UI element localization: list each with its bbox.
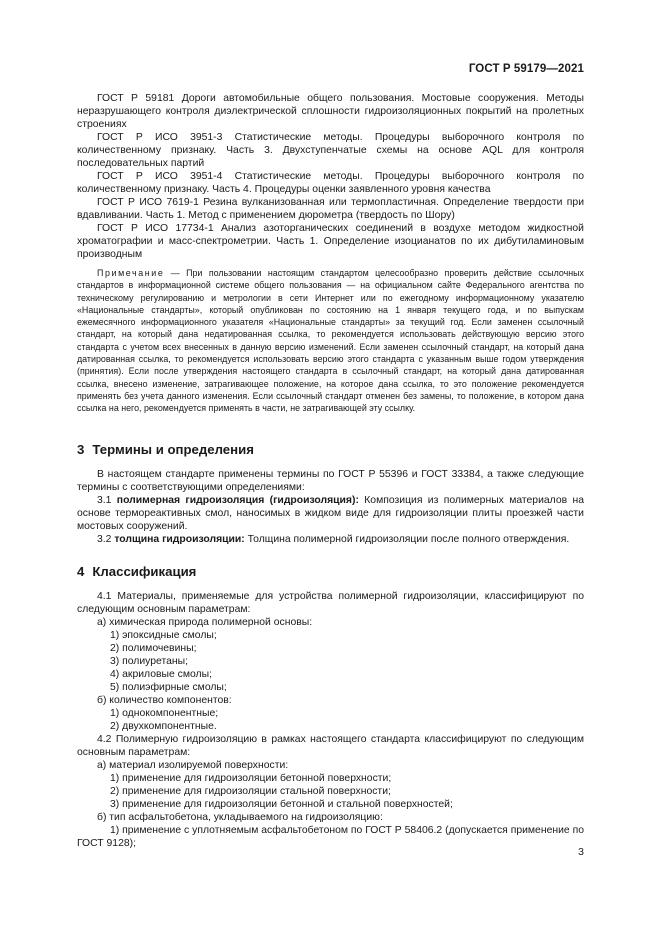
list-item: 2) полимочевины; <box>110 642 197 654</box>
term-3-2-term: толщина гидроизоляции: <box>114 533 245 545</box>
note-paragraph <box>77 267 584 415</box>
list-item: а) химическая природа полимерной основы: <box>97 616 313 628</box>
clause-4-2: 4.2 Полимерную гидроизоляцию в рамках настоящего стандарта классифицируют по следующим основным параметрам: <box>77 733 584 758</box>
term-3-2-definition: Толщина полимерной гидроизоляции после полного отверждения. <box>244 533 570 545</box>
reference-item: ГОСТ Р ИСО 3951-3 Статистические методы. Процедуры выборочного контроля по количественному признаку. Часть 3. Двухступенчатые схемы на основе AQL для контроля последовательных партий <box>77 132 584 169</box>
section-3-heading <box>77 442 584 457</box>
reference-item: ГОСТ Р ИСО 17734-1 Анализ азоторганических соединений в воздухе методом жидкостной хроматографии и масс-спектрометрии. Часть 1. Определение изоцианатов по их дибутиламиновым производным <box>77 223 584 260</box>
list-item: 2) применение для гидроизоляции стальной поверхности; <box>110 785 391 797</box>
term-3-1-term: полимерная гидроизоляция (гидроизоляция): <box>116 494 359 506</box>
section-4-number: 4 <box>77 563 85 579</box>
term-3-1 <box>77 494 584 533</box>
term-3-2 <box>77 533 584 546</box>
term-3-1-definition: Композиция из полимерных материалов на основе термореактивных смол, наносимых в жидком виде для гидроизоляции плиты проезжей части мостовых сооружений. <box>77 494 585 532</box>
page-number: 3 <box>578 846 584 858</box>
list-item: 3) применение для гидроизоляции бетонной и стальной поверхностей; <box>110 798 453 810</box>
note-text: — При пользовании настоящим стандартом целесообразно проверить действие ссылочных стандартов в информационной системе общего пользования — на официальном сайте Федерального агентства по техническому регулированию и метрологии в сети Интернет или по ежегодному информационному указателю «Национальные стандарты», который опубликован по состоянию на 1 января текущего года, и по выпускам ежемесячного информационного указателя «Национальные стандарты» за текущий год. Если заменен ссылочный стандарт, на который дана недатированная ссылка, то рекомендуется использовать действующую версию этого стандарта с учетом всех внесенных в данную версию изменений. Если заменен ссылочный стандарт, на который дана датированная ссылка, то рекомендуется использовать версию этого стандарта с указанным выше годом утверждения (принятия). Если после утверждения настоящего стандарта в ссылочный стандарт, на который дана датированная ссылка, внесено изменение, затрагивающее положение, на которое дана ссылка, то это положение рекомендуется применять без учета данного изменения. Если ссылочный стандарт отменен без замены, то положение, в котором дана ссылка на него, рекомендуется применять в части, не затрагивающей эту ссылку. <box>77 268 584 414</box>
list-item: 1) однокомпонентные; <box>110 707 219 719</box>
clause-4-1: 4.1 Материалы, применяемые для устройства полимерной гидроизоляции, классифицируют по следующим основным параметрам: <box>77 590 584 615</box>
list-item-text: 1) применение с уплотняемым асфальтобетоном по ГОСТ Р 58406.2 (допускается применение по ГОСТ 9128); <box>77 824 584 849</box>
term-3-1-number: 3.1 <box>97 494 112 506</box>
list-item: 1) эпоксидные смолы; <box>110 629 217 641</box>
reference-item: ГОСТ Р ИСО 3951-4 Статистические методы. Процедуры выборочного контроля по количественному признаку. Часть 4. Процедуры оценки заявленного уровня качества <box>77 171 584 195</box>
section-3-title: Термины и определения <box>92 441 254 457</box>
section-3-number: 3 <box>77 441 85 457</box>
list-item: 1) применение для гидроизоляции бетонной поверхности; <box>110 772 392 784</box>
document-header-id: ГОСТ Р 59179—2021 <box>468 63 584 75</box>
list-item <box>77 824 584 850</box>
list-item: б) количество компонентов: <box>97 694 232 706</box>
reference-item: ГОСТ Р 59181 Дороги автомобильные общего пользования. Мостовые сооружения. Методы неразрушающего контроля диэлектрической сплошности гидроизоляционных покрытий на пролетных строениях <box>77 93 584 130</box>
list-item: 4) акриловые смолы; <box>110 668 212 680</box>
list-item: 5) полиэфирные смолы; <box>110 681 227 693</box>
section-4-heading <box>77 564 584 579</box>
reference-item: ГОСТ Р ИСО 7619-1 Резина вулканизованная или термопластичная. Определение твердости при вдавливании. Часть 1. Метод с применением дюрометра (твердость по Шору) <box>77 197 584 221</box>
term-3-2-number: 3.2 <box>97 533 112 545</box>
section-4-title: Классификация <box>92 563 197 579</box>
list-item: б) тип асфальтобетона, укладываемого на гидроизоляцию: <box>97 811 383 823</box>
list-item: 3) полиуретаны; <box>110 655 188 667</box>
list-item: 2) двухкомпонентные. <box>110 720 217 732</box>
note-label: Примечание <box>97 268 165 278</box>
section-3-intro: В настоящем стандарте применены термины по ГОСТ Р 55396 и ГОСТ 33384, а также следующие термины с соответствующими определениями: <box>77 468 584 493</box>
page-content <box>77 92 584 850</box>
list-item: а) материал изолируемой поверхности: <box>97 759 289 771</box>
